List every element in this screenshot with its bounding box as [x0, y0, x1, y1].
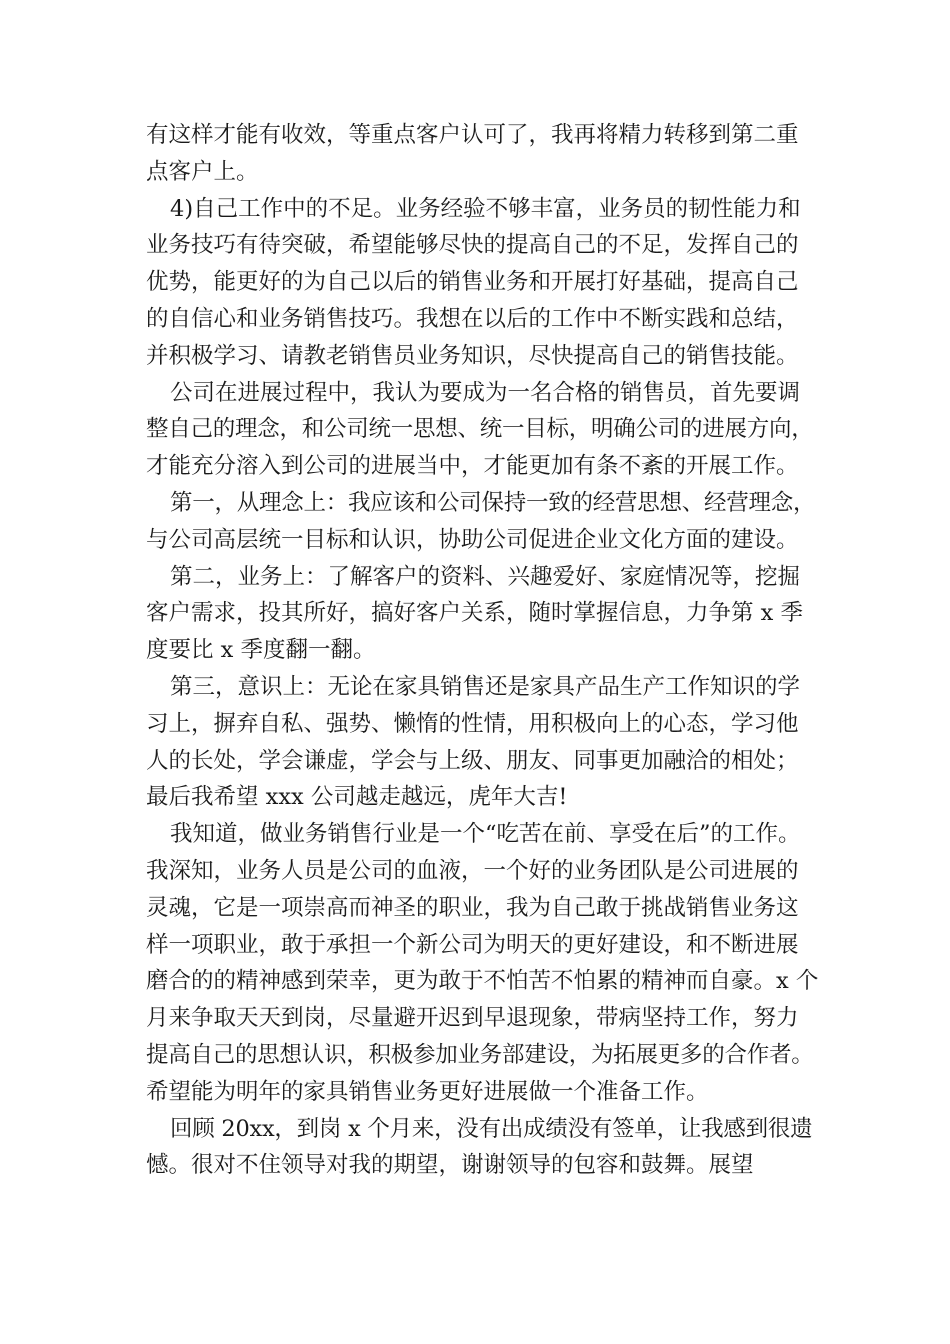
text-line: 并积极学习、请教老销售员业务知识，尽快提高自己的销售技能。	[146, 342, 799, 369]
text-line: 整自己的理念，和公司统一思想、统一目标，明确公司的进展方向，	[146, 416, 814, 443]
text-line: 度要比 x 季度翻一翻。	[146, 637, 376, 664]
text-line: 与公司高层统一目标和认识，协助公司促进企业文化方面的建设。	[146, 526, 799, 553]
text-line: 点客户上。	[146, 158, 259, 185]
text-line: 的自信心和业务销售技巧。我想在以后的工作中不断实践和总结，	[146, 305, 799, 332]
paragraph	[146, 669, 818, 816]
paragraph	[146, 1111, 818, 1185]
text-line: 业务技巧有待突破，希望能够尽快的提高自己的不足，发挥自己的	[146, 232, 799, 259]
paragraph	[146, 191, 818, 375]
paragraph	[146, 375, 818, 485]
text-line: 磨合的的精神感到荣幸，更为敢于不怕苦不怕累的精神而自豪。x 个	[146, 968, 819, 995]
text-line: 有这样才能有收效，等重点客户认可了，我再将精力转移到第二重	[146, 122, 799, 148]
document-body	[146, 117, 818, 1184]
text-line: 客户需求，投其所好，搞好客户关系，随时掌握信息，力争第 x 季	[146, 600, 803, 627]
paragraph	[146, 117, 818, 191]
text-line: 第二，业务上：了解客户的资料、兴趣爱好、家庭情况等，挖掘	[170, 563, 801, 590]
text-line: 4)自己工作中的不足。业务经验不够丰富，业务员的韧性能力和	[170, 195, 801, 222]
text-line: 憾。很对不住领导对我的期望，谢谢领导的包容和鼓舞。展望	[146, 1152, 754, 1179]
text-line: 灵魂，它是一项崇高而神圣的职业，我为自己敢于挑战销售业务这	[146, 894, 799, 921]
text-line: 样一项职业，敢于承担一个新公司为明天的更好建设，和不断进展	[146, 931, 799, 958]
text-line: 我深知，业务人员是公司的血液，一个好的业务团队是公司进展的	[146, 857, 799, 884]
text-line: 优势，能更好的为自己以后的销售业务和开展打好基础，提高自己	[146, 269, 799, 296]
text-line: 我知道，做业务销售行业是一个“吃苦在前、享受在后”的工作。	[170, 821, 801, 848]
paragraph	[146, 559, 818, 669]
paragraph	[146, 485, 818, 559]
text-line: 第一，从理念上：我应该和公司保持一致的经营思想、经营理念，	[170, 489, 816, 516]
text-line: 最后我希望 xxx 公司越走越远，虎年大吉!	[146, 784, 568, 811]
text-line: 习上，摒弃自私、强势、懒惰的性情，用积极向上的心态，学习他	[146, 710, 799, 737]
text-line: 月来争取天天到岗，尽量避开迟到早退现象，带病坚持工作，努力	[146, 1005, 799, 1032]
text-line: 才能充分溶入到公司的进展当中，才能更加有条不紊的开展工作。	[146, 453, 799, 480]
text-line: 希望能为明年的家具销售业务更好进展做一个准备工作。	[146, 1078, 709, 1105]
text-line: 第三，意识上：无论在家具销售还是家具产品生产工作知识的学	[170, 673, 801, 700]
text-line: 人的长处，学会谦虚，学会与上级、朋友、同事更加融洽的相处；	[146, 747, 799, 774]
text-line: 回顾 20xx，到岗 x 个月来，没有出成绩没有签单，让我感到很遗	[170, 1115, 813, 1142]
text-line: 公司在进展过程中，我认为要成为一名合格的销售员，首先要调	[170, 379, 801, 406]
paragraph	[146, 816, 818, 1110]
text-line: 提高自己的思想认识，积极参加业务部建设，为拓展更多的合作者。	[146, 1041, 814, 1068]
